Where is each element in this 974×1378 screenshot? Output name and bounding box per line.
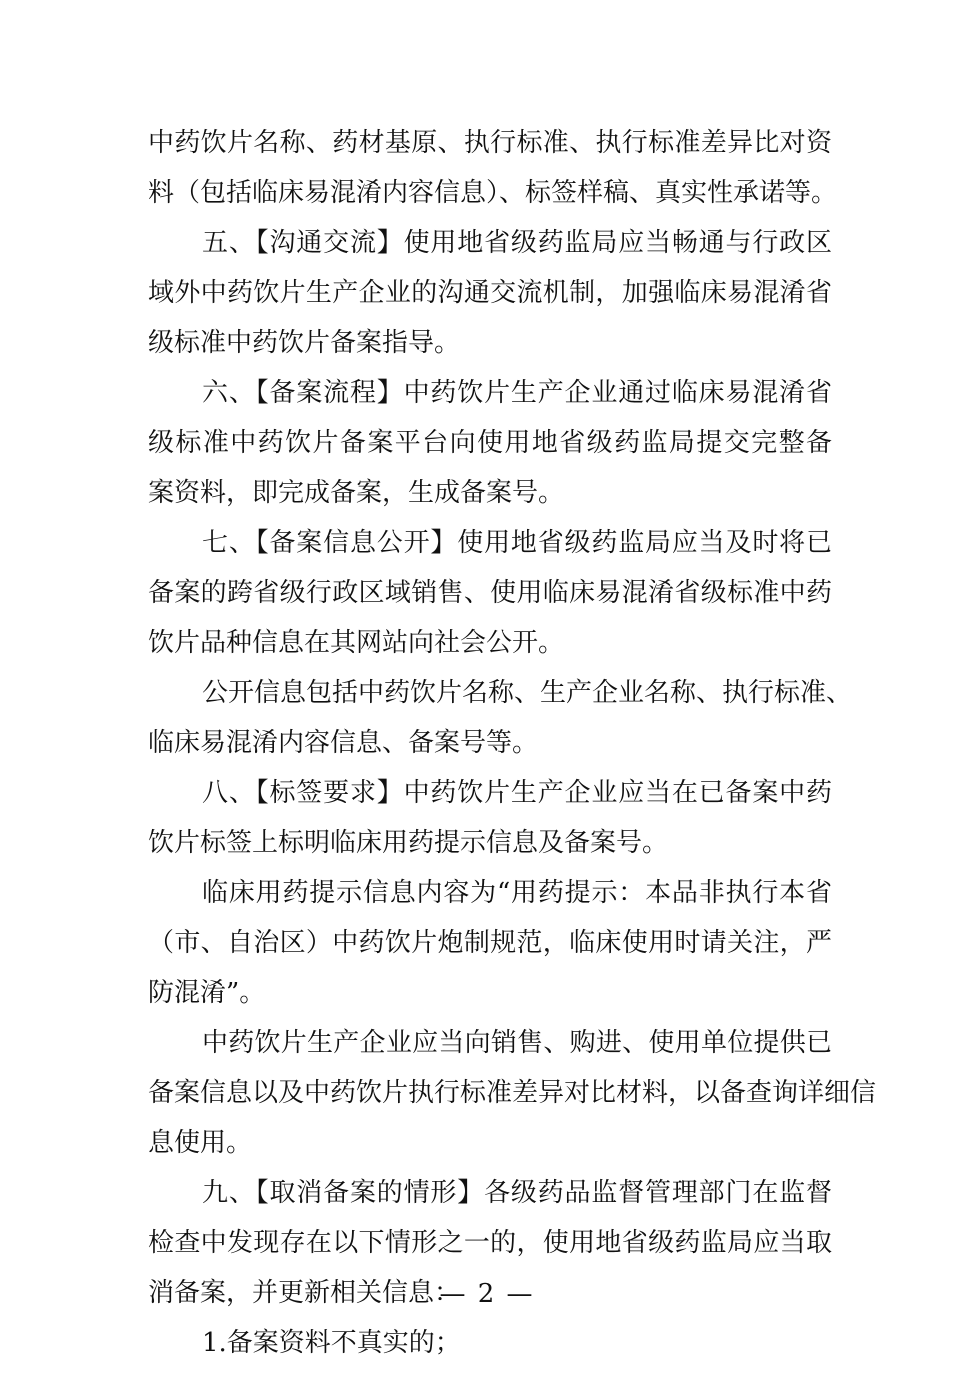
text-line: 级标准中药饮片备案指导。: [148, 328, 461, 358]
section-heading-line: 七、【备案信息公开】使用地省级药监局应当及时将已: [202, 528, 832, 558]
paragraph-first-line: 临床用药提示信息内容为“用药提示：本品非执行本省: [202, 878, 832, 908]
text-line: 消备案，并更新相关信息：: [148, 1278, 461, 1308]
text-line: 检查中发现存在以下情形之一的，使用地省级药监局应当取: [148, 1228, 832, 1258]
paragraph-first-line: 公开信息包括中药饮片名称、生产企业名称、执行标准、: [202, 678, 853, 708]
text-line: 料（包括临床易混淆内容信息）、标签样稿、真实性承诺等。: [148, 178, 838, 208]
paragraph-first-line: 中药饮片生产企业应当向销售、购进、使用单位提供已: [202, 1028, 832, 1058]
text-line: 案资料，即完成备案，生成备案号。: [148, 478, 565, 508]
text-line: （市、自治区）中药饮片炮制规范，临床使用时请关注，严: [148, 928, 832, 958]
section-heading-line: 九、【取消备案的情形】各级药品监督管理部门在监督: [202, 1178, 832, 1208]
text-line: 备案的跨省级行政区域销售、使用临床易混淆省级标准中药: [148, 578, 832, 608]
text-line: 防混淆”。: [148, 978, 266, 1008]
section-heading-line: 八、【标签要求】中药饮片生产企业应当在已备案中药: [202, 778, 832, 808]
text-line: 临床易混淆内容信息、备案号等。: [148, 728, 539, 758]
text-line: 备案信息以及中药饮片执行标准差异对比材料，以备查询详细信: [148, 1078, 877, 1108]
list-item-line: 1.备案资料不真实的；: [202, 1328, 461, 1358]
text-line: 域外中药饮片生产企业的沟通交流机制，加强临床易混淆省: [148, 278, 832, 308]
section-heading-line: 六、【备案流程】中药饮片生产企业通过临床易混淆省: [202, 378, 832, 408]
text-line: 中药饮片名称、药材基原、执行标准、执行标准差异比对资: [148, 128, 832, 158]
text-line: 饮片标签上标明临床用药提示信息及备案号。: [148, 828, 669, 858]
section-heading-line: 五、【沟通交流】使用地省级药监局应当畅通与行政区: [202, 228, 832, 258]
text-line: 级标准中药饮片备案平台向使用地省级药监局提交完整备: [148, 428, 832, 458]
document-body: [148, 118, 877, 1368]
text-line: 息使用。: [148, 1128, 253, 1158]
text-line: 饮片品种信息在其网站向社会公开。: [148, 628, 565, 658]
page-number: — 2 —: [439, 1279, 535, 1309]
